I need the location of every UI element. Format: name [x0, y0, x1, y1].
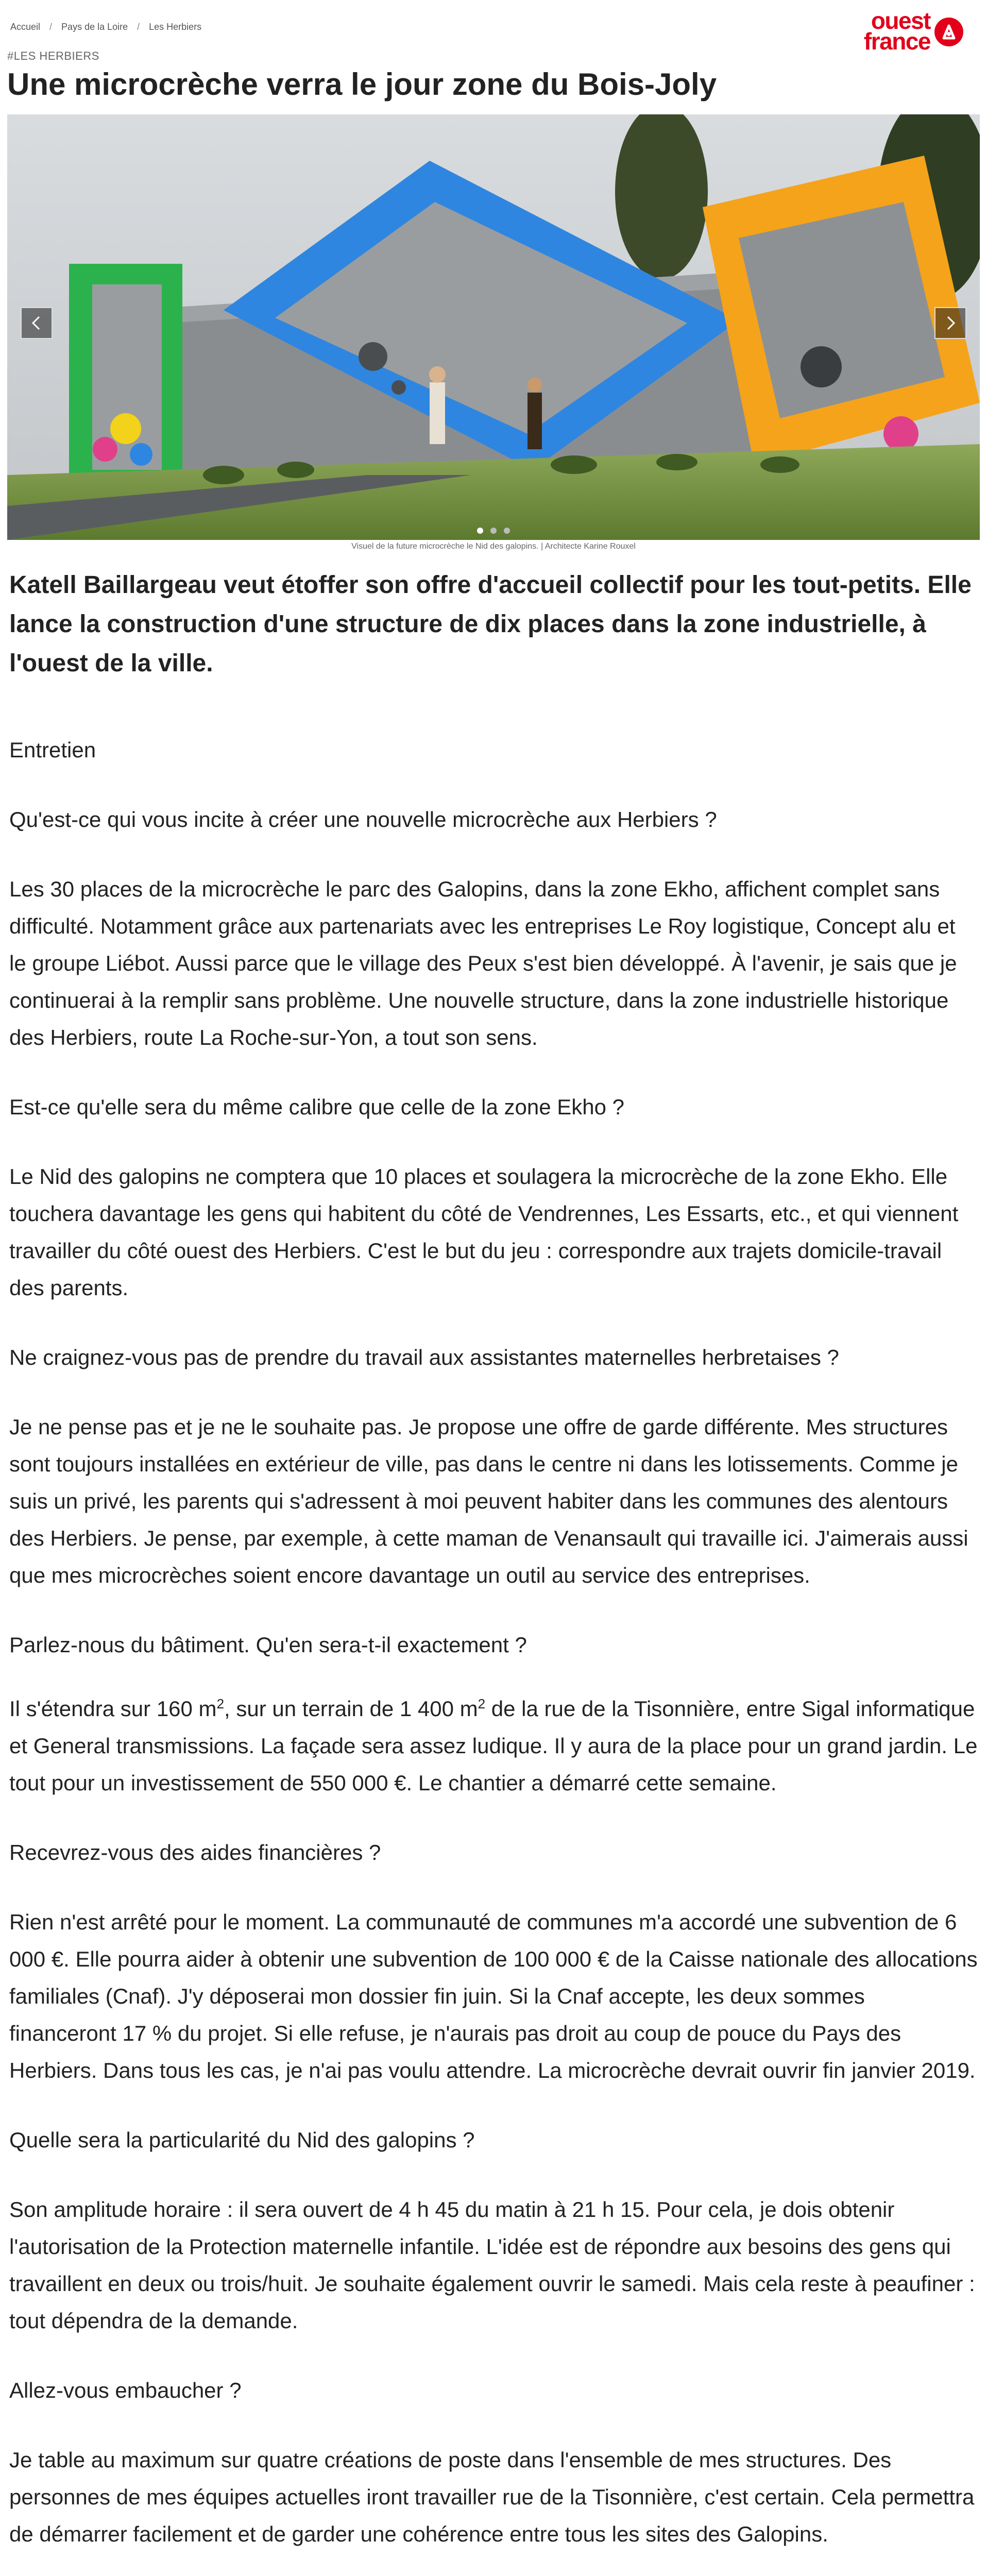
interview-answer: Rien n'est arrêté pour le moment. La communauté de communes m'a accordé une subvention de 6 000 €. Elle pourra aider à obtenir une subvention de 100 000 € de la Caisse nationale des allocations familiales (Cnaf). J'y déposerai mon dossier fin juin. Si la Cnaf accepte, les deux sommes financeront 17 % du projet. Si elle refuse, je n'aurais pas droit au coup de pouce du Pays des Herbiers. Dans tous les cas, je n'ai pas voulu attendre. La microcrèche devrait ouvrir fin janvier 2019.	[9, 1910, 978, 2082]
interview-question: Parlez-nous du bâtiment. Qu'en sera-t-il exactement ?	[9, 1633, 527, 1657]
carousel-next-button[interactable]	[934, 307, 966, 339]
breadcrumb	[10, 22, 201, 32]
carousel-dot[interactable]	[490, 528, 497, 534]
carousel-dots	[7, 528, 980, 534]
carousel-dot[interactable]	[504, 528, 510, 534]
chevron-right-icon	[935, 308, 965, 338]
breadcrumb-separator: /	[49, 22, 53, 32]
interview-question: Allez-vous embaucher ?	[9, 2378, 242, 2402]
interview-answer: Les 30 places de la microcrèche le parc des Galopins, dans la zone Ekho, affichent complet sans difficulté. Notamment grâce aux partenariats avec les entreprises Le Roy logistique, Concept alu et le groupe Liébot. Aussi parce que le village des Peux s'est bien développé. À l'avenir, je sais que je continuerai à la remplir sans problème. Une nouvelle structure, dans la zone industrielle historique des Herbiers, route La Roche-sur-Yon, a tout son sens.	[9, 877, 957, 1049]
section-tag[interactable]: #LES HERBIERS	[7, 49, 99, 62]
interview-question: Est-ce qu'elle sera du même calibre que celle de la zone Ekho ?	[9, 1095, 625, 1119]
article-body	[9, 732, 978, 2576]
article-paragraph: Entretien	[9, 738, 96, 762]
microcreche-illustration	[7, 114, 980, 540]
breadcrumb-region-link[interactable]: Pays de la Loire	[61, 22, 128, 32]
logo-wordmark: ouest france	[863, 7, 930, 55]
interview-answer: Je table au maximum sur quatre créations de poste dans l'ensemble de mes structures. Des personnes de mes équipes actuelles iront travailler rue de la Tisonnière, c'est certain. Cela permettra de démarrer facilement et de garder une cohérence entre tous les sites des Galopins.	[9, 2448, 975, 2546]
hero-image-carousel	[7, 114, 980, 540]
interview-answer: Il s'étendra sur 160 $m^2$, sur un terrain de 1 400 $m^2$ de la rue de la Tisonnière, entre Sigal informatique et General transmissions. La façade sera assez ludique. Il y aura de la place pour un grand jardin. Le tout pour un investissement de 550 000 €. Le chantier a démarré cette semaine.	[9, 1696, 978, 1795]
carousel-dot[interactable]	[477, 528, 483, 534]
ouest-france-logo[interactable]	[848, 7, 966, 55]
interview-question: Qu'est-ce qui vous incite à créer une nouvelle microcrèche aux Herbiers ?	[9, 807, 717, 832]
interview-question: Ne craignez-vous pas de prendre du travail aux assistantes maternelles herbretaises ?	[9, 1345, 839, 1369]
interview-answer: Le Nid des galopins ne comptera que 10 places et soulagera la microcrèche de la zone Ekho. Elle touchera davantage les gens qui habitent du côté de Vendrennes, Les Essarts, etc., et qui viennent travailler du côté ouest des Herbiers. C'est le but du jeu : correspondre aux trajets domicile-travail des parents.	[9, 1164, 959, 1300]
logo-emblem-icon	[934, 18, 963, 46]
article-lead: Katell Baillargeau veut étoffer son offre d'accueil collectif pour les tout-petits. Elle lance la construction d'une structure de dix places dans la zone industrielle, à l'ouest de la ville.	[9, 571, 972, 677]
interview-answer: Son amplitude horaire : il sera ouvert de 4 h 45 du matin à 21 h 15. Pour cela, je dois obtenir l'autorisation de la Protection maternelle infantile. L'idée est de répondre aux besoins des gens qui travaillent en deux ou trois/huit. Je souhaite également ouvrir le samedi. Mais cela reste à peaufiner : tout dépendra de la demande.	[9, 2197, 975, 2333]
breadcrumb-separator: /	[137, 22, 140, 32]
chevron-left-icon	[22, 308, 52, 338]
image-caption: Visuel de la future microcrèche le Nid des galopins. | Architecte Karine Rouxel	[351, 542, 636, 551]
interview-answer: Je ne pense pas et je ne le souhaite pas. Je propose une offre de garde différente. Mes structures sont toujours installées en extérieur de ville, pas dans le centre ni dans les lotissements. Comme je suis un privé, les parents qui s'adressent à moi peuvent habiter dans les communes des alentours des Herbiers. Je pense, par exemple, à cette maman de Venansault qui travaille ici. J'aimerais aussi que mes microcrèches soient encore davantage un outil au service des entreprises.	[9, 1415, 968, 1587]
article-title: Une microcrèche verra le jour zone du Bois-Joly	[7, 67, 717, 101]
breadcrumb-home-link[interactable]: Accueil	[10, 22, 41, 32]
carousel-prev-button[interactable]	[21, 307, 53, 339]
breadcrumb-city-link[interactable]: Les Herbiers	[149, 22, 202, 32]
interview-question: Recevrez-vous des aides financières ?	[9, 1840, 381, 1865]
interview-question: Quelle sera la particularité du Nid des galopins ?	[9, 2128, 475, 2152]
